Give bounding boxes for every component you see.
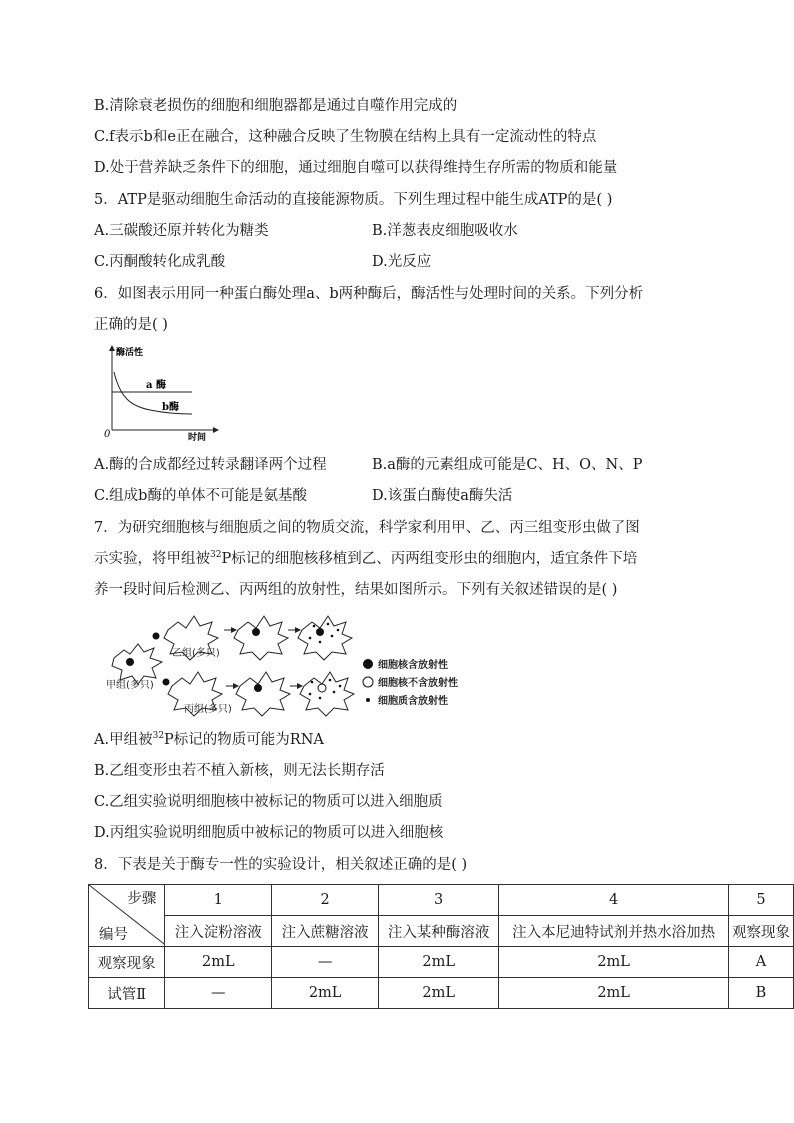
question-7-stem-line2: 示实验，将甲组被$^{32}$P标记的细胞核移植到乙、丙两组变形虫的细胞内，适宜条件下培 xyxy=(94,550,638,567)
table-cell: 2mL xyxy=(379,947,499,978)
question-7-stem-line3: 养一段时间后检测乙、丙两组的放射性，结果如图所示。下列有关叙述错误的是( ) xyxy=(94,582,618,598)
question-7-option-a: A.甲组被$^{32}$P标记的物质可能为RNA xyxy=(94,731,324,748)
bing-amoeba-3 xyxy=(300,672,354,716)
origin-label: 0 xyxy=(104,429,111,440)
question-7-stem-line1: 7．为研究细胞核与细胞质之间的物质交流，科学家利用甲、乙、丙三组变形虫做了图 xyxy=(94,520,640,536)
step-number: 1 xyxy=(165,885,272,916)
label-a-enzyme: a 酶 xyxy=(146,380,166,391)
option-b-text: B.清除衰老损伤的细胞和细胞器都是通过自噬作用完成的 xyxy=(94,98,458,114)
yi-amoeba-2 xyxy=(234,616,288,660)
option-d-text: D.处于营养缺乏条件下的细胞，通过细胞自噬可以获得维持生存所需的物质和能量 xyxy=(94,160,618,176)
table-cell: 2mL xyxy=(499,947,729,978)
step-action: 注入淀粉溶液 xyxy=(165,916,272,947)
table-cell: A xyxy=(728,947,793,978)
question-7-option-c: C.乙组实验说明细胞核中被标记的物质可以进入细胞质 xyxy=(94,794,443,810)
experiment-table xyxy=(88,884,794,1009)
question-5-option-a: A.三碳酸还原并转化为糖类 xyxy=(94,223,269,239)
yi-amoeba-3 xyxy=(298,616,352,660)
question-7-option-b: B.乙组变形虫若不植入新核，则无法长期存活 xyxy=(94,763,385,779)
question-6-option-d: D.该蛋白酶使a酶失活 xyxy=(372,488,513,504)
table-corner-cell xyxy=(89,885,165,947)
bing-amoeba-2 xyxy=(236,672,290,716)
table-cell: — xyxy=(165,978,272,1009)
question-8-stem: 8．下表是关于酶专一性的实验设计，相关叙述正确的是( ) xyxy=(94,857,468,873)
row-label: 观察现象 xyxy=(89,947,165,978)
amoeba-experiment-diagram xyxy=(106,606,476,718)
table-cell: 2mL xyxy=(272,978,379,1009)
row-label: 试管Ⅱ xyxy=(89,978,165,1009)
step-action: 注入某种酶溶液 xyxy=(379,916,499,947)
question-7-option-d: D.丙组实验说明细胞质中被标记的物质可以进入细胞核 xyxy=(94,825,444,841)
group-bing-label: 丙组(多只) xyxy=(184,704,232,715)
step-number: 4 xyxy=(499,885,729,916)
curve-b-enzyme xyxy=(114,372,192,414)
table-cell: 2mL xyxy=(165,947,272,978)
table-row xyxy=(89,978,794,1009)
table-cell: — xyxy=(272,947,379,978)
question-5-option-c: C.丙酮酸转化成乳酸 xyxy=(94,254,226,270)
group-yi-label: 乙组(多只) xyxy=(172,648,220,659)
question-6-stem-line2: 正确的是( ) xyxy=(94,317,168,333)
question-5-stem: 5．ATP是驱动细胞生命活动的直接能源物质。下列生理过程中能生成ATP的是( ) xyxy=(94,192,613,208)
group-jia-label: 甲组(多只) xyxy=(106,680,154,691)
corner-step-label: 步骤 xyxy=(127,891,157,907)
legend-nucleus-not-radioactive: 细胞核不含放射性 xyxy=(378,678,458,689)
question-6-stem-line1: 6．如图表示用同一种蛋白酶处理a、b两种酶后，酶活性与处理时间的关系。下列分析 xyxy=(94,286,644,302)
question-5-option-b: B.洋葱表皮细胞吸收水 xyxy=(372,223,518,239)
legend-cytoplasm-radioactive: 细胞质含放射性 xyxy=(378,696,448,707)
step-action: 注入蔗糖溶液 xyxy=(272,916,379,947)
question-6-option-b: B.a酶的元素组成可能是C、H、O、N、P xyxy=(372,457,643,473)
step-action: 观察现象 xyxy=(728,916,793,947)
step-action: 注入本尼迪特试剂并热水浴加热 xyxy=(499,916,729,947)
table-row xyxy=(89,947,794,978)
y-axis-label: 酶活性 xyxy=(116,348,144,358)
table-cell: 2mL xyxy=(379,978,499,1009)
table-cell: 2mL xyxy=(499,978,729,1009)
x-axis-label: 时间 xyxy=(188,433,207,442)
option-c-text: C.f表示b和e正在融合，这种融合反映了生物膜在结构上具有一定流动性的特点 xyxy=(94,129,597,145)
legend-nucleus-radioactive: 细胞核含放射性 xyxy=(378,660,448,671)
step-number: 2 xyxy=(272,885,379,916)
enzyme-activity-graph xyxy=(100,342,220,442)
question-6-option-c: C.组成b酶的单体不可能是氨基酸 xyxy=(94,488,307,504)
table-cell: B xyxy=(728,978,793,1009)
step-number: 3 xyxy=(379,885,499,916)
label-b-enzyme: b酶 xyxy=(162,402,179,413)
step-number: 5 xyxy=(728,885,793,916)
question-5-option-d: D.光反应 xyxy=(372,254,432,270)
jia-amoeba xyxy=(112,644,162,684)
question-6-option-a: A.酶的合成都经过转录翻译两个过程 xyxy=(94,457,327,473)
corner-number-label: 编号 xyxy=(99,927,128,943)
